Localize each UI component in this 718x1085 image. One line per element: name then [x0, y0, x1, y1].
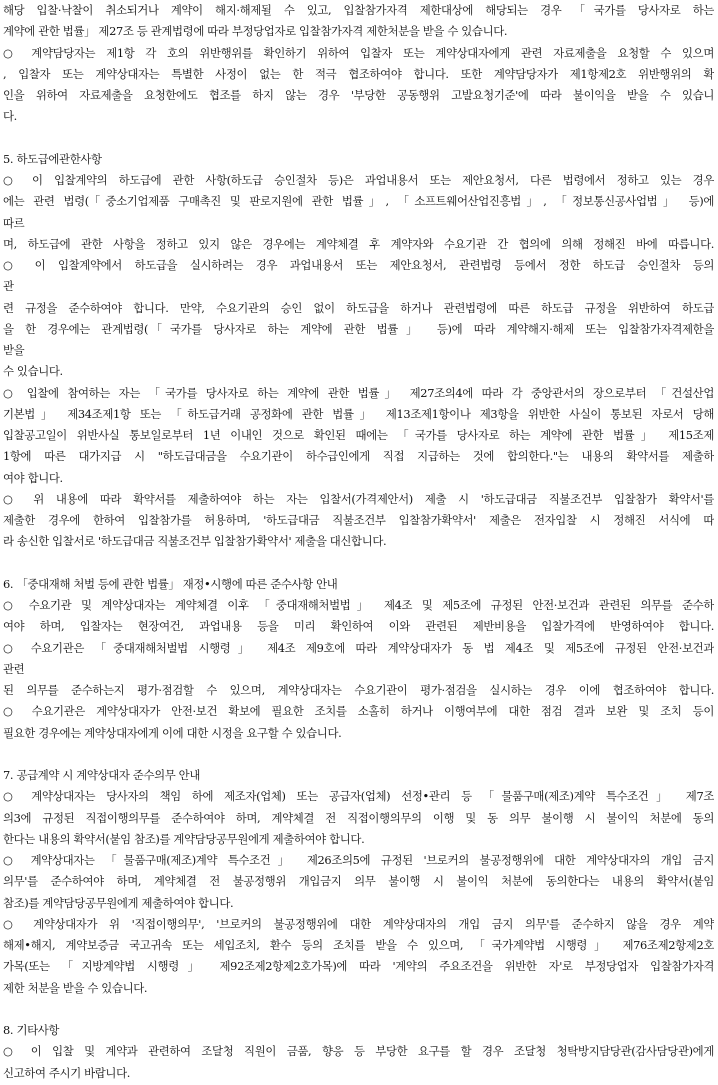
- text-line: 따르: [3, 215, 25, 230]
- blank-line: [3, 128, 714, 148]
- text-line: 계약에 관한 법률」 제27조 등 관계법령에 따라 부정당업자로 입찰참가자격 제한처분을 받을 수 있습니다.: [3, 24, 508, 39]
- text-line: ○ 이 입찰계약의 하도급에 관한 사항(하도급 승인절차 등)은 과업내용서 또는 제안요청서, 다른 법령에서 정하고 있는 경우: [3, 173, 714, 187]
- text-line: ○ 계약상대자는 당사자의 책임 하에 제조자(업체) 또는 공급자(업체) 선정•관리 등 「물품구매(제조)계약 특수조건」 제7조: [3, 789, 714, 804]
- text-line: 신고하여 주시기 바랍니다.: [3, 1065, 130, 1080]
- blank-line: [3, 744, 714, 764]
- text-line: 해당 입찰·낙찰이 취소되거나 계약이 해지·해제될 수 있고, 입찰참가자격 제한대상에 해당되는 경우 「국가를 당사자로 하는: [3, 3, 714, 17]
- text-line: ○ 입찰에 참여하는 자는 「국가를 당사자로 하는 계약에 관한 법률」 제27조의4에 따라 각 중앙관서의 장으로부터 「건설산업: [3, 385, 714, 400]
- text-line: , 입찰자 또는 계약상대자는 특별한 사정이 없는 한 적극 협조하여야 합니다. 또한 계약담당자가 제1항제2호 위반행위의 확: [3, 66, 714, 81]
- section-heading: 7. 공급계약 시 계약상대자 준수의무 안내: [3, 768, 200, 782]
- text-line: ○ 이 입찰계약에서 하도급을 실시하려는 경우 과업내용서 또는 제안요청서, 관련법령 등에서 정한 하도급 승인절차 등의: [3, 258, 714, 272]
- section-heading: 8. 기타사항: [3, 1023, 60, 1037]
- text-line: 입찰공고일이 위반사실 통보일로부터 1년 이내인 것으로 확인된 때에는 「국가를 당사자로 하는 계약에 관한 법률」 제15조제: [3, 428, 714, 442]
- text-line: ○ 수요기관 및 계약상대자는 계약체결 이후 「중대재해처벌법」 제4조 및 제5조에 규정된 안전·보건과 관련된 의무를 준수하: [3, 598, 714, 612]
- text-line: 수 있습니다.: [3, 364, 63, 379]
- section-heading: 5. 하도급에관한사항: [3, 151, 102, 166]
- text-line: ○ 이 입찰 및 계약과 관련하여 조달청 직원이 금품, 향응 등 부당한 요구를 할 경우 조달청 청탁방지담당관(감사담당관)에게: [3, 1044, 714, 1059]
- text-line: 을 한 경우에는 관계법령(「국가를 당사자로 하는 계약에 관한 법률」 등)에 따라 계약해지·해제 또는 입찰참가자격제한을: [3, 321, 714, 336]
- text-line: 의무'를 준수하여야 하며, 계약체결 전 불공정행위 개입금지 의무 불이행 시 불이익 처분에 동의한다는 내용의 확약서(붙임: [3, 874, 714, 889]
- blank-line: [3, 999, 714, 1019]
- text-line: 필요한 경우에는 계약상대자에게 이에 대한 시정을 요구할 수 있습니다.: [3, 725, 342, 740]
- text-line: ○ 계약상대자는 「물품구매(제조)계약 특수조건」 제26조의5에 규정된 '브로커의 불공정행위에 대한 계약상대자의 개입 금지: [3, 853, 714, 867]
- text-line: ○ 계약담당자는 제1항 각 호의 위반행위를 확인하기 위하여 입찰자 또는 계약상대자에게 관련 자료제출을 요청할 수 있으며: [3, 45, 714, 60]
- text-line: 받을: [3, 343, 25, 357]
- text-line: 에는 관련 법령(「중소기업제품 구매촉진 및 판로지원에 관한 법률」, 「소프트웨어산업진흥법」, 「정보통신공사업법」 등)에: [3, 194, 714, 209]
- text-line: 라 송신한 입찰서로 '하도급대금 직불조건부 입찰참가확약서' 제출을 대신합니다.: [3, 534, 387, 549]
- text-line: 제출한 경우에 한하여 입찰참가를 허용하며, '하도급대금 직불조건부 입찰참가확약서' 제출은 전자입찰 시 정해진 서식에 따: [3, 513, 714, 527]
- text-line: 해제•해지, 계약보증금 국고귀속 또는 세입조치, 환수 등의 조치를 받을 수 있으며, 「국가계약법 시행령」 제76조제2항제2호: [3, 938, 714, 952]
- text-line: 가목(또는 「지방계약법 시행령」 제92조제2항제2호가목)에 따라 '계약의 주요조건을 위반한 자'로 부정당업자 입찰참가자격: [3, 959, 714, 974]
- text-line: 인을 위하여 자료제출을 요청한에도 협조를 하지 않는 경우 '부당한 공동행위 고발요청기준'에 따라 불이익을 받을 수 있습니: [3, 88, 714, 102]
- text-line: 련 규정을 준수하여야 합니다. 만약, 수요기관의 승인 없이 하도급을 하거나 관련법령에 따른 하도급 규정을 위반하여 하도급: [3, 300, 714, 315]
- text-line: 된 의무를 준수하는지 평가·점검할 수 있으며, 계약상대자는 수요기관이 평가·점검을 실시하는 경우 이에 협조하여야 합니다.: [3, 683, 714, 697]
- text-line: 관: [3, 279, 14, 294]
- text-line: ○ 수요기관은 계약상대자가 안전·보건 확보에 필요한 조치를 소홀히 하거나 이행여부에 대한 점검 결과 보완 및 조치 등이: [3, 704, 714, 719]
- text-line: ○ 위 내용에 따라 확약서를 제출하여야 하는 자는 입찰서(가격제안서) 제출 시 '하도급대금 직불조건부 입찰참가 확약서'를: [3, 491, 714, 506]
- text-line: 다.: [3, 109, 17, 124]
- text-line: 며, 하도급에 관한 사항을 정하고 있지 않은 경우에는 계약체결 후 계약자와 수요기관 간 협의에 의해 정해진 바에 따릅니다.: [3, 236, 714, 251]
- text-line: 제한 처분을 받을 수 있습니다.: [3, 980, 148, 995]
- text-line: 1항에 따른 대가지급 시 "하도급대금을 수요기관이 하수급인에게 직접 지급하는 것에 합의한다."는 내용의 확약서를 제출하: [3, 449, 714, 464]
- text-line: ○ 수요기관은 「중대재해처벌법 시행령」 제4조 제9호에 따라 계약상대자가 동 법 제4조 및 제5조에 규정된 안전·보건과: [3, 640, 714, 655]
- text-line: 참조)를 계약담당공무원에게 제출하여야 합니다.: [3, 895, 234, 910]
- text-line: 기본법」 제34조제1항 또는 「하도급거래 공정화에 관한 법률」 제13조제1항이나 제3항을 위반한 사실이 통보된 자로서 당해: [3, 406, 714, 421]
- text-line: ○ 계약상대자가 위 '직접이행의무', '브로커의 불공정행위에 대한 계약상대자의 개입 금지 의무'를 준수하지 않을 경우 계약: [3, 916, 714, 931]
- section-heading: 6. 「중대재해 처벌 등에 관한 법률」 재정•시행에 따른 준수사항 안내: [3, 576, 338, 591]
- text-line: 의3에 규정된 직접이행의무를 준수하여야 하며, 계약체결 전 직접이행의무의 이행 및 동 의무 불이행 시 불이익 처분에 동의: [3, 810, 714, 825]
- text-line: 관련: [3, 661, 25, 676]
- blank-line: [3, 553, 714, 573]
- text-line: 한다는 내용의 확약서(붙임 참조)를 계약담당공무원에게 제출하여야 합니다.: [3, 831, 365, 846]
- text-line: 여야 하며, 입찰자는 현장여건, 과업내용 등을 미리 확인하여 이와 관련된 제반비용을 입찰가격에 반영하여야 합니다.: [3, 619, 714, 634]
- text-line: 여야 합니다.: [3, 470, 63, 485]
